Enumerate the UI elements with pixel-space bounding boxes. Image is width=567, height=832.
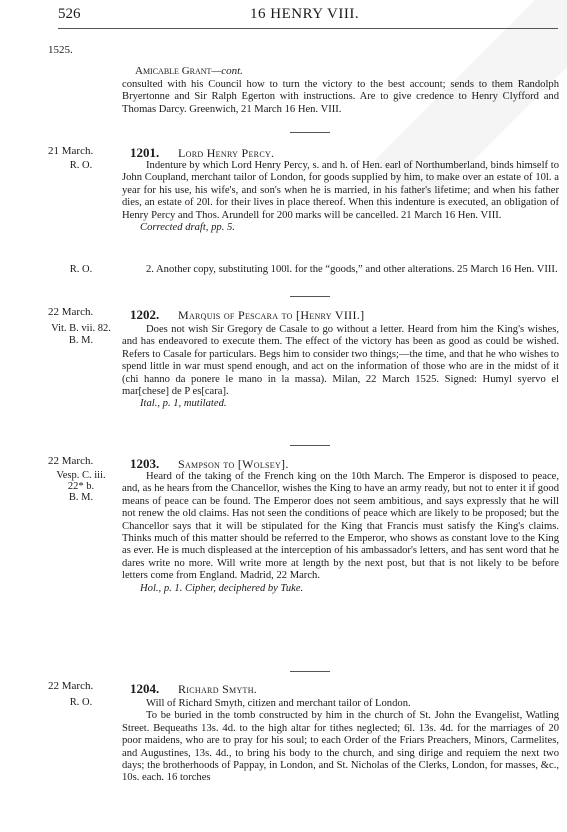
entry-text: Will of Richard Smyth, citizen and merchant tailor of London. To be buried in the tomb constructed by him in the church of St. John the Evangelist, Watling Street. Bequeaths 13s. 4d. to the high altar for tithes neglected; 6l. 13s. 4d. for the marriages of 20 poor maidens, who are to pray for his soul; to each Order of the Friars Preachers, Minors, Carmelites, and Augustines, 13s. 4d., to bring his body to the church, and sing dirige and requiem the next two days; the brotherhoods of Pappay, in London, and St. Nicholas of the Clerks, London, for masses, &c., 10s. each. 16 torches [122, 698, 559, 784]
entry-text: Heard of the taking of the French king on the 10th March. The Emperor is disposed to peace, and, as he hears from the Chancellor, wishes the King to have an army ready, but not to enter it if good means of peace can be found. The Emperor does not seem ambitious, and says expressly that he will not renew the old claims. Has not seen the conditions of peace which are likely to be proposed; but the Chancellor says that it will be stipulated for the King that Francis must satisfy the King's claims. Thinks much of this matter should be referred to the Emperor, who shows as constant love to the King as ever. He is much displeased at the interception of his ambassador's letters, and has sent word that he dares write no more. Will write more at length by the next post, but that is not likely to be before letters come from England. Madrid, 22 March. Hol., p. 1. Cipher, deciphered by Tuke. [122, 471, 559, 594]
entry-text: Indenture by which Lord Henry Percy, s. and h. of Hen. earl of Northumberland, binds himself to John Coupland, merchant tailor of London, for goods supplied by him, to make over an estate of 10l. a year for his use, his wife's, and son's when he is married, in his father's lifetime; and when his father dies, an estate of 20l. for their lives in place thereof. When this indenture is executed, an obligation of Henry Percy and Thos. Arundell for 200 marks will be cancelled. 21 March 16 Hen. VIII. Corrected draft, pp. 5. [122, 160, 559, 234]
entry-number: 1203. [130, 456, 160, 471]
continued-text: consulted with his Council how to turn the victory to the best account; sends to them Randolph Bryertonne and Sir Ralph Egerton with instructions. Are to give credence to Henry Clyfford and Thomas Darcy. Greenwich, 21 March 16 Hen. VIII. [122, 79, 559, 115]
running-title: 16 HENRY VIII. [250, 6, 360, 22]
entry-date: 22 March. [48, 680, 94, 692]
entry-number: 1202. [130, 307, 160, 322]
entry-date: 21 March. [48, 145, 94, 157]
section-rule [290, 671, 330, 672]
section-rule [290, 132, 330, 133]
entry-source: 22* b. [67, 481, 95, 492]
entry-date: 22 March. [48, 306, 94, 318]
section-rule [290, 445, 330, 446]
entry-sub-text: 2. Another copy, substituting 100l. for the “goods,” and other alterations. 25 March 16 Hen. VIII. [146, 264, 558, 275]
entry-title: Sampson to [Wolsey]. [178, 457, 289, 471]
entry-title: Richard Smyth. [178, 682, 258, 696]
entry-source: R. O. [69, 697, 93, 708]
entry-number: 1201. [130, 145, 160, 160]
entry-source: B. M. [68, 335, 94, 346]
entry-title: Marquis of Pescara to [Henry VIII.] [178, 308, 365, 322]
entry-text: Does not wish Sir Gregory de Casale to go without a letter. Heard from him the King's wishes, and has endeavored to execute them. The effect of the victory has been as good as could be wished. Refers to Casale for particulars. Begs him to consider two things;—the time, and that he who wishes to spend little in war must spend enough, and act on the information of those who are in the midst of it (chi hanno da ponere le mano in la massa). Milan, 22 March 1525. Signed: Humyl syervo el mar[chese] de P es[cara]. Ital., p. 1, mutilated. [122, 324, 559, 410]
entry-source: R. O. [69, 160, 93, 171]
entry-sub-source: R. O. [69, 264, 93, 275]
entry-date: 22 March. [48, 455, 94, 467]
section-rule [290, 296, 330, 297]
page-number: 526 [58, 6, 81, 22]
continued-title: Amicable Grant—cont. [135, 65, 243, 77]
entry-source: B. M. [68, 492, 94, 503]
header-rule [58, 28, 558, 29]
year-label: 1525. [48, 44, 73, 56]
entry-number: 1204. [130, 681, 160, 696]
entry-source: Vesp. C. iii. [56, 470, 106, 481]
entry-source: Vit. B. vii. 82. [51, 323, 111, 334]
entry-title: Lord Henry Percy. [178, 146, 275, 160]
